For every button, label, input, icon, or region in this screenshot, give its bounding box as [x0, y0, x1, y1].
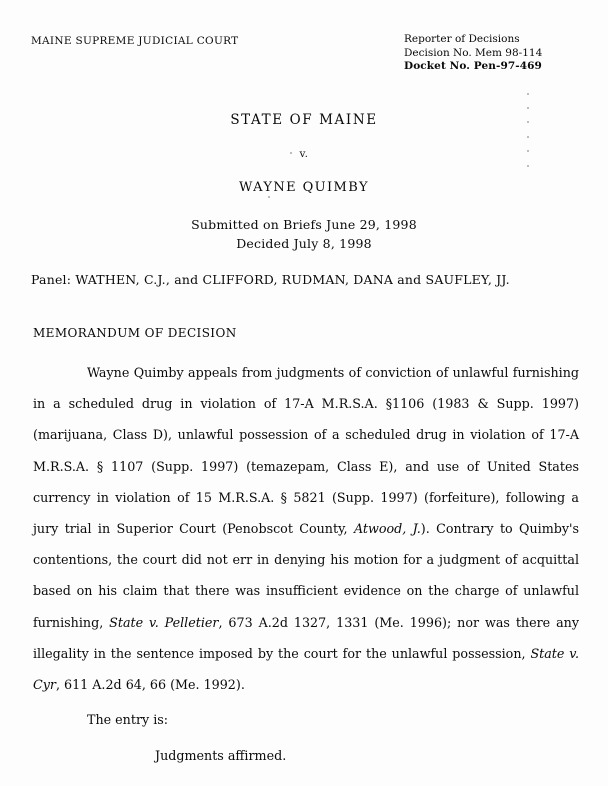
decision-number: Decision No. Mem 98-114 — [404, 46, 543, 59]
reporter-of-decisions-block — [404, 33, 542, 74]
scan-speck — [527, 93, 529, 95]
body-part-4: , 611 A.2d 64, 66 (Me. 1992). — [55, 677, 245, 693]
submission-dates — [0, 216, 608, 253]
scan-speck — [268, 196, 270, 198]
citation-pelletier: State v. Pelletier — [109, 614, 219, 630]
scan-speck — [527, 107, 529, 109]
scan-speck — [527, 136, 529, 138]
caption-versus: v. — [299, 148, 309, 160]
court-name: MAINE SUPREME JUDICIAL COURT — [31, 35, 239, 47]
docket-number: Docket No. Pen-97-469 — [404, 60, 542, 72]
citation-atwood: Atwood, J. — [353, 521, 421, 537]
body-part-1: Wayne Quimby appeals from judgments of conviction of unlawful furnishing in a scheduled drug in violation of 17-A M.R.S.A. §1106 (1983 & Supp. 1997) (marijuana, Class D), unlawful possession of a scheduled drug in violation of 17-A M.R.S.A. § 1107 (Supp. 1997) (temazepam, Class E), and use of United States currency in violation of 15 M.R.S.A. § 5821 (Supp. 1997) (forfeiture), following a jury trial in Superior Court (Penobscot County, — [33, 365, 579, 537]
document-header — [0, 33, 608, 79]
scan-speck — [527, 121, 529, 123]
caption-state: STATE OF MAINE — [230, 112, 378, 128]
memorandum-heading: MEMORANDUM OF DECISION — [33, 326, 237, 340]
scan-speck — [527, 165, 529, 167]
reporter-label: Reporter of Decisions — [404, 33, 520, 45]
judgment-disposition: Judgments affirmed. — [155, 748, 287, 763]
decided-date: Decided July 8, 1998 — [236, 235, 372, 251]
body-part-3: , 673 A.2d 1327, 1331 (Me. 1996); nor was there any illegality in the sentence imposed by the court for the unlawful possession, — [33, 614, 579, 661]
scan-speck — [290, 152, 292, 154]
entry-line: The entry is: — [87, 712, 169, 727]
case-caption — [0, 112, 608, 195]
caption-party: WAYNE QUIMBY — [239, 180, 369, 195]
citation-cyr: State v. Cyr — [33, 645, 579, 693]
opinion-body — [33, 357, 579, 700]
submitted-date: Submitted on Briefs June 29, 1998 — [191, 217, 417, 232]
scan-speck — [527, 150, 529, 152]
panel-line: Panel: WATHEN, C.J., and CLIFFORD, RUDMAN, DANA and SAUFLEY, JJ. — [31, 272, 510, 287]
body-part-2: ). Contrary to Quimby's contentions, the court did not err in denying his motion for a judgment of acquittal based on his claim that there was insufficient evidence on the charge of unlawful furnishing, — [33, 521, 580, 630]
